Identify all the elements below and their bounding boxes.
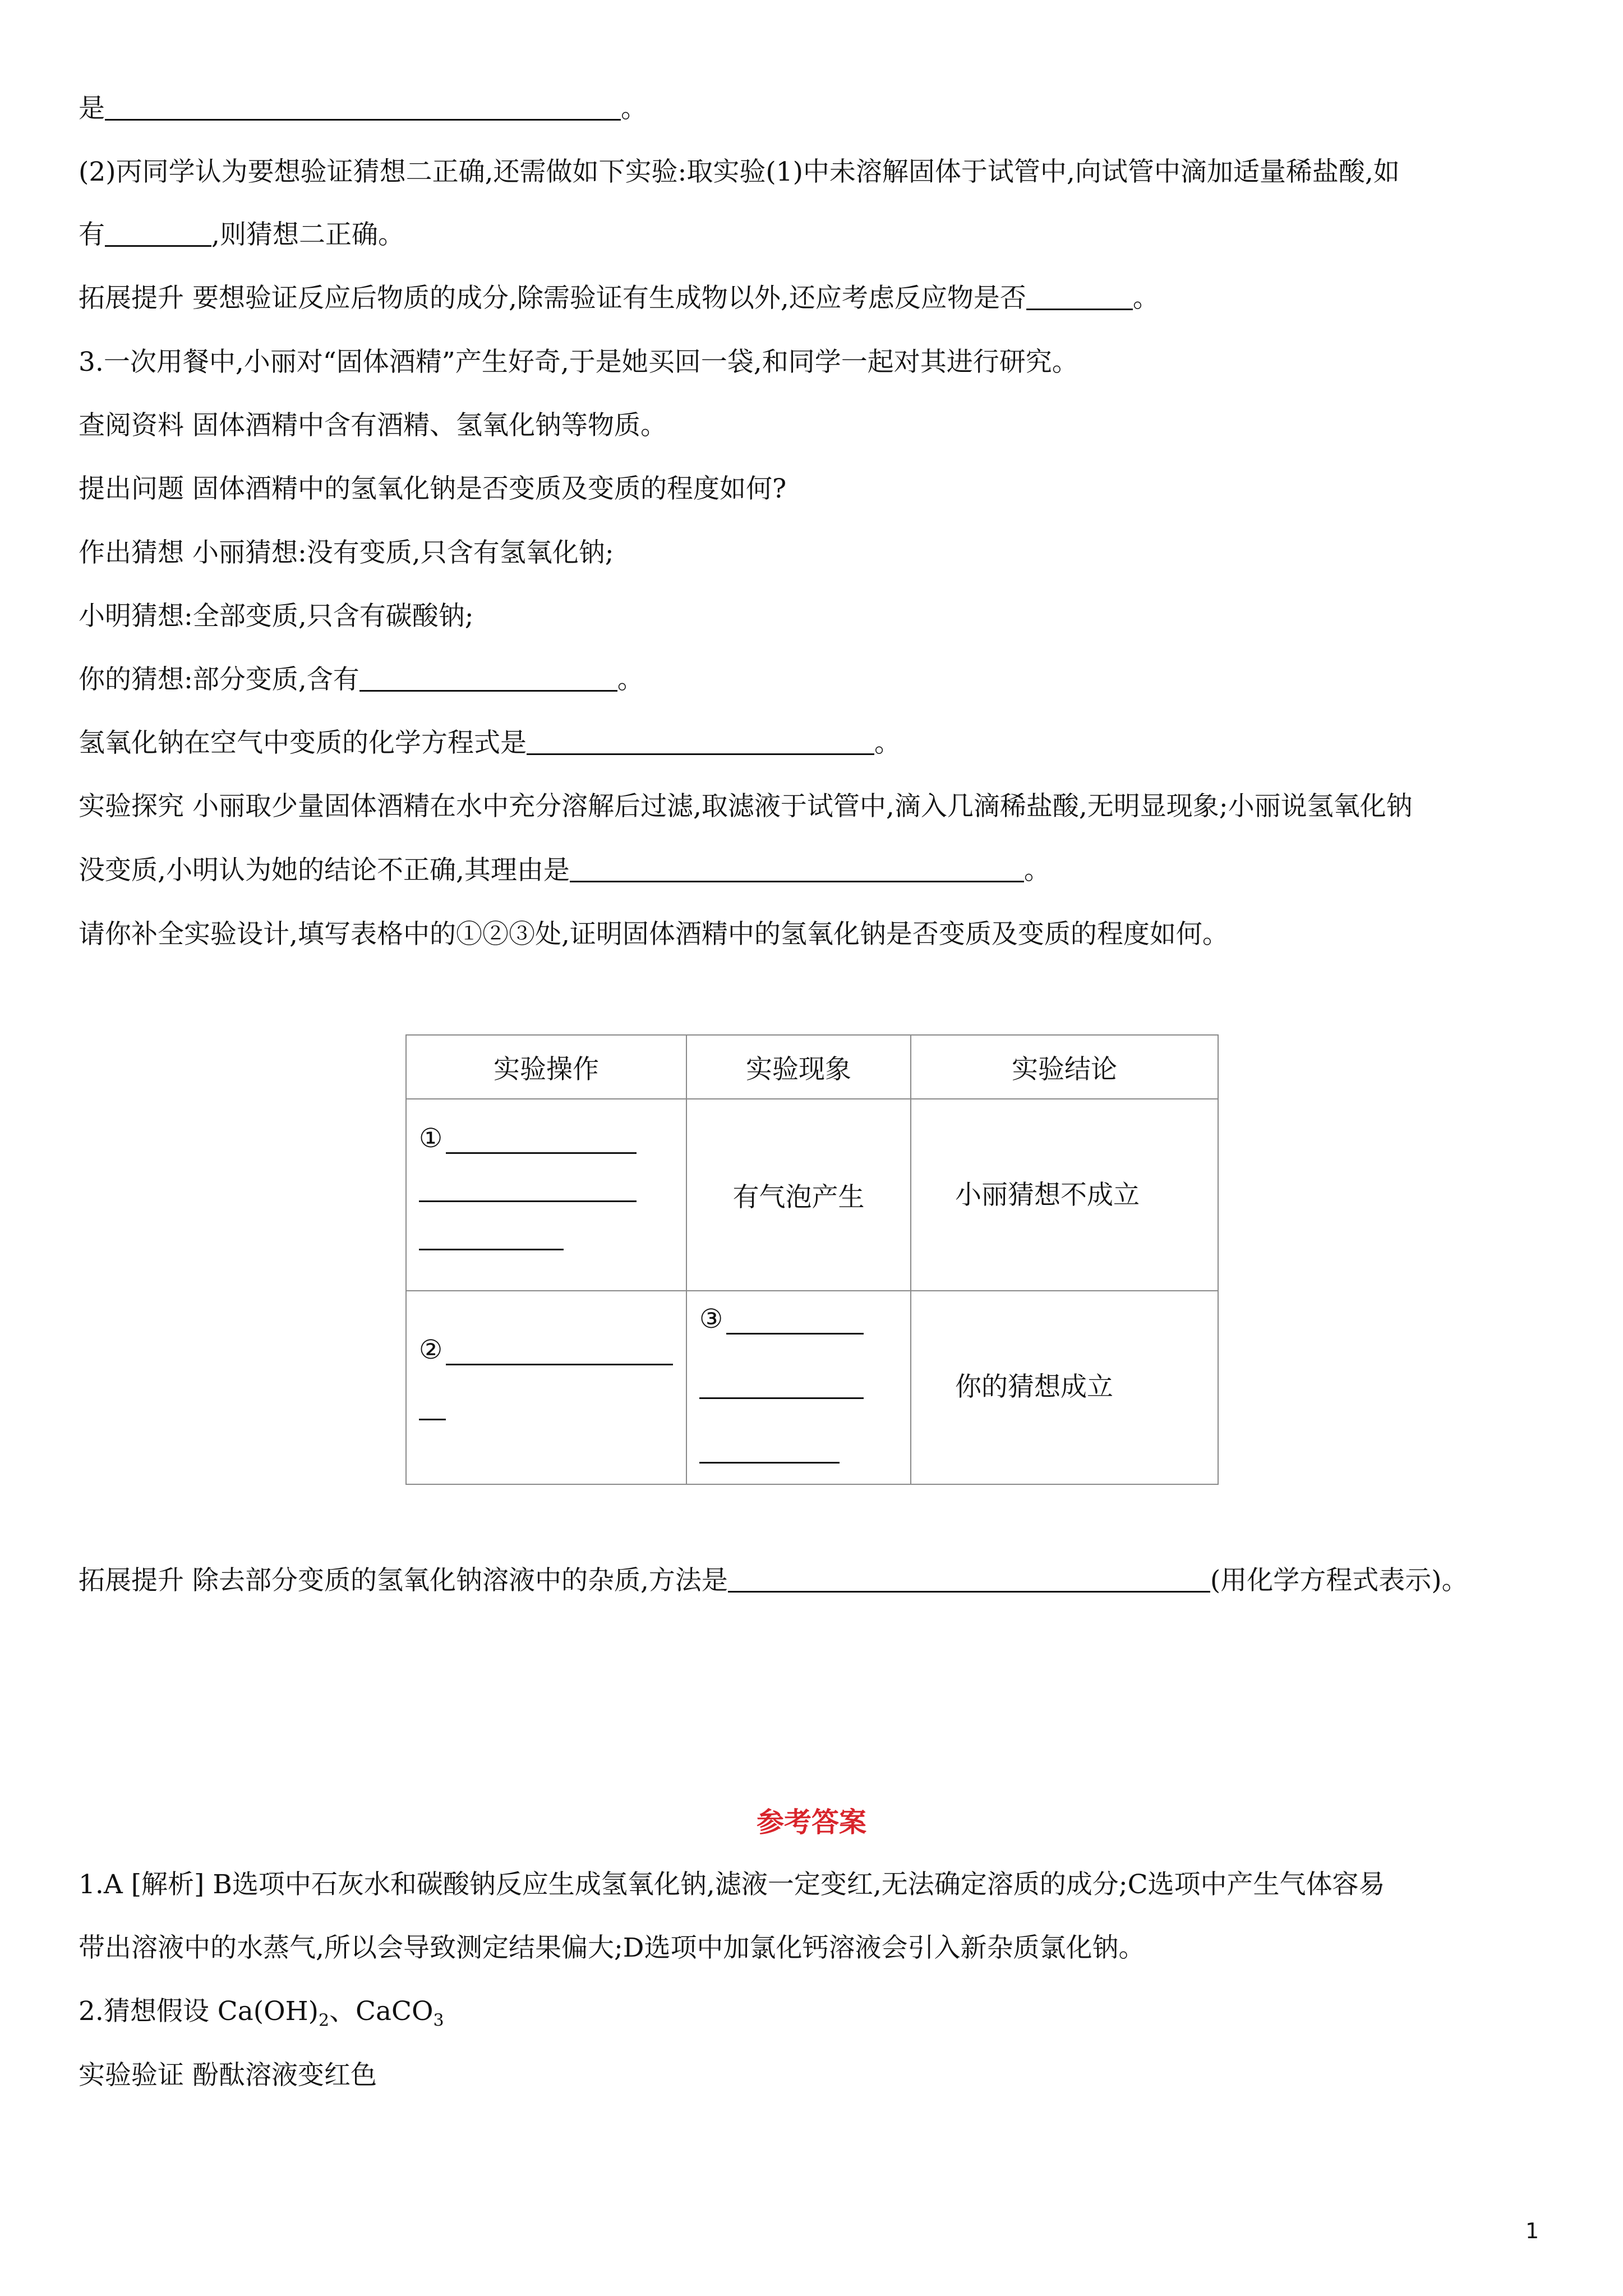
table-header-row xyxy=(406,1035,1218,1099)
text-line: 请你补全实验设计,填写表格中的①②③处,证明固体酒精中的氢氧化钠是否变质及变质的程度如何。 xyxy=(79,919,1229,950)
cell-conclusion-1 xyxy=(911,1099,1218,1291)
text-line: 作出猜想 小丽猜想:没有变质,只含有氢氧化钠; xyxy=(79,537,614,568)
text-line xyxy=(79,92,647,126)
table-row xyxy=(406,1291,1218,1484)
line-text: (用化学方程式表示)。 xyxy=(1210,1565,1468,1596)
line-text: 。 xyxy=(874,728,901,758)
text-line xyxy=(79,663,644,697)
cell-phenomenon-2 xyxy=(686,1291,911,1484)
cell-operation-1 xyxy=(406,1099,686,1291)
header-operation: 实验操作 xyxy=(406,1035,686,1099)
cell-operation-2 xyxy=(406,1291,686,1484)
answer-text: 、CaCO xyxy=(329,1996,434,2027)
text-line xyxy=(79,282,1159,315)
circled-mark: ② xyxy=(419,1335,443,1365)
line-text: 是 xyxy=(79,93,105,124)
text-line: (2)丙同学认为要想验证猜想二正确,还需做如下实验:取实验(1)中未溶解固体于试管中,向试管中滴加适量稀盐酸,如 xyxy=(79,157,1400,187)
line-text: 没变质,小明认为她的结论不正确,其理由是 xyxy=(79,855,570,886)
line-text: 你的猜想:部分变质,含有 xyxy=(79,664,359,695)
text-line: 查阅资料 固体酒精中含有酒精、氢氧化钠等物质。 xyxy=(79,410,667,441)
page-number: 1 xyxy=(1525,2219,1539,2243)
line-text: 拓展提升 除去部分变质的氢氧化钠溶液中的杂质,方法是 xyxy=(79,1565,728,1596)
answer-blank xyxy=(699,1462,840,1464)
text-line xyxy=(79,726,901,760)
conclusion-text: 你的猜想成立 xyxy=(955,1372,1113,1402)
conclusion-text: 小丽猜想不成立 xyxy=(955,1180,1140,1211)
answer-blank xyxy=(699,1397,864,1399)
line-text: 有 xyxy=(79,219,105,250)
answer-text: 2.猜想假设 Ca(OH) xyxy=(79,1996,319,2027)
line-text: 拓展提升 要想验证反应后物质的成分,除需验证有生成物以外,还应考虑反应物是否 xyxy=(79,283,1026,314)
line-text: 氢氧化钠在空气中变质的化学方程式是 xyxy=(79,728,527,758)
cell-conclusion-2 xyxy=(911,1291,1218,1484)
experiment-table xyxy=(405,1034,1219,1485)
answer-blank xyxy=(527,729,874,755)
line-text: 。 xyxy=(1132,283,1159,314)
circled-mark: ① xyxy=(419,1123,443,1154)
answer-blank xyxy=(105,220,211,247)
answer-blank xyxy=(105,94,621,121)
header-conclusion: 实验结论 xyxy=(911,1035,1218,1099)
answers-title: 参考答案 xyxy=(756,1806,866,1838)
answer-blank xyxy=(419,1200,637,1202)
text-line: 小明猜想:全部变质,只含有碳酸钠; xyxy=(79,601,474,632)
text-line: 实验探究 小丽取少量固体酒精在水中充分溶解后过滤,取滤液于试管中,滴入几滴稀盐酸,无明显现象;小丽说氢氧化钠 xyxy=(79,791,1413,822)
line-text: ,则猜想二正确。 xyxy=(211,219,404,250)
answer-blank xyxy=(446,1364,673,1365)
line-text: 。 xyxy=(621,93,647,124)
text-line xyxy=(79,854,1050,887)
subscript: 3 xyxy=(433,2010,444,2031)
answer-line xyxy=(79,1995,444,2037)
table-row xyxy=(406,1099,1218,1291)
answer-line: 1.A [解析] B选项中石灰水和碳酸钠反应生成氢氧化钠,滤液一定变红,无法确定溶质的成分;C选项中产生气体容易 xyxy=(79,1869,1385,1900)
answer-blank xyxy=(419,1419,446,1420)
line-text: 。 xyxy=(617,664,644,695)
answer-blank xyxy=(359,665,617,692)
circled-mark: ③ xyxy=(699,1304,723,1335)
header-phenomenon: 实验现象 xyxy=(686,1035,911,1099)
cell-phenomenon-1: 有气泡产生 xyxy=(686,1099,911,1291)
answer-blank xyxy=(419,1249,564,1250)
answer-blank xyxy=(1026,284,1133,310)
text-line: 提出问题 固体酒精中的氢氧化钠是否变质及变质的程度如何? xyxy=(79,473,787,504)
answer-blank xyxy=(570,856,1024,882)
text-line xyxy=(79,218,404,252)
subscript: 2 xyxy=(318,2010,330,2031)
line-text: 。 xyxy=(1023,855,1050,886)
text-line xyxy=(79,1564,1468,1598)
answer-blank xyxy=(728,1566,1210,1593)
answer-line: 实验验证 酚酞溶液变红色 xyxy=(79,2060,377,2091)
answer-blank xyxy=(726,1333,864,1335)
text-line: 3.一次用餐中,小丽对“固体酒精”产生好奇,于是她买回一袋,和同学一起对其进行研究。 xyxy=(79,347,1078,378)
answer-line: 带出溶液中的水蒸气,所以会导致测定结果偏大;D选项中加氯化钙溶液会引入新杂质氯化钠。 xyxy=(79,1932,1145,1963)
answer-blank xyxy=(446,1152,637,1154)
